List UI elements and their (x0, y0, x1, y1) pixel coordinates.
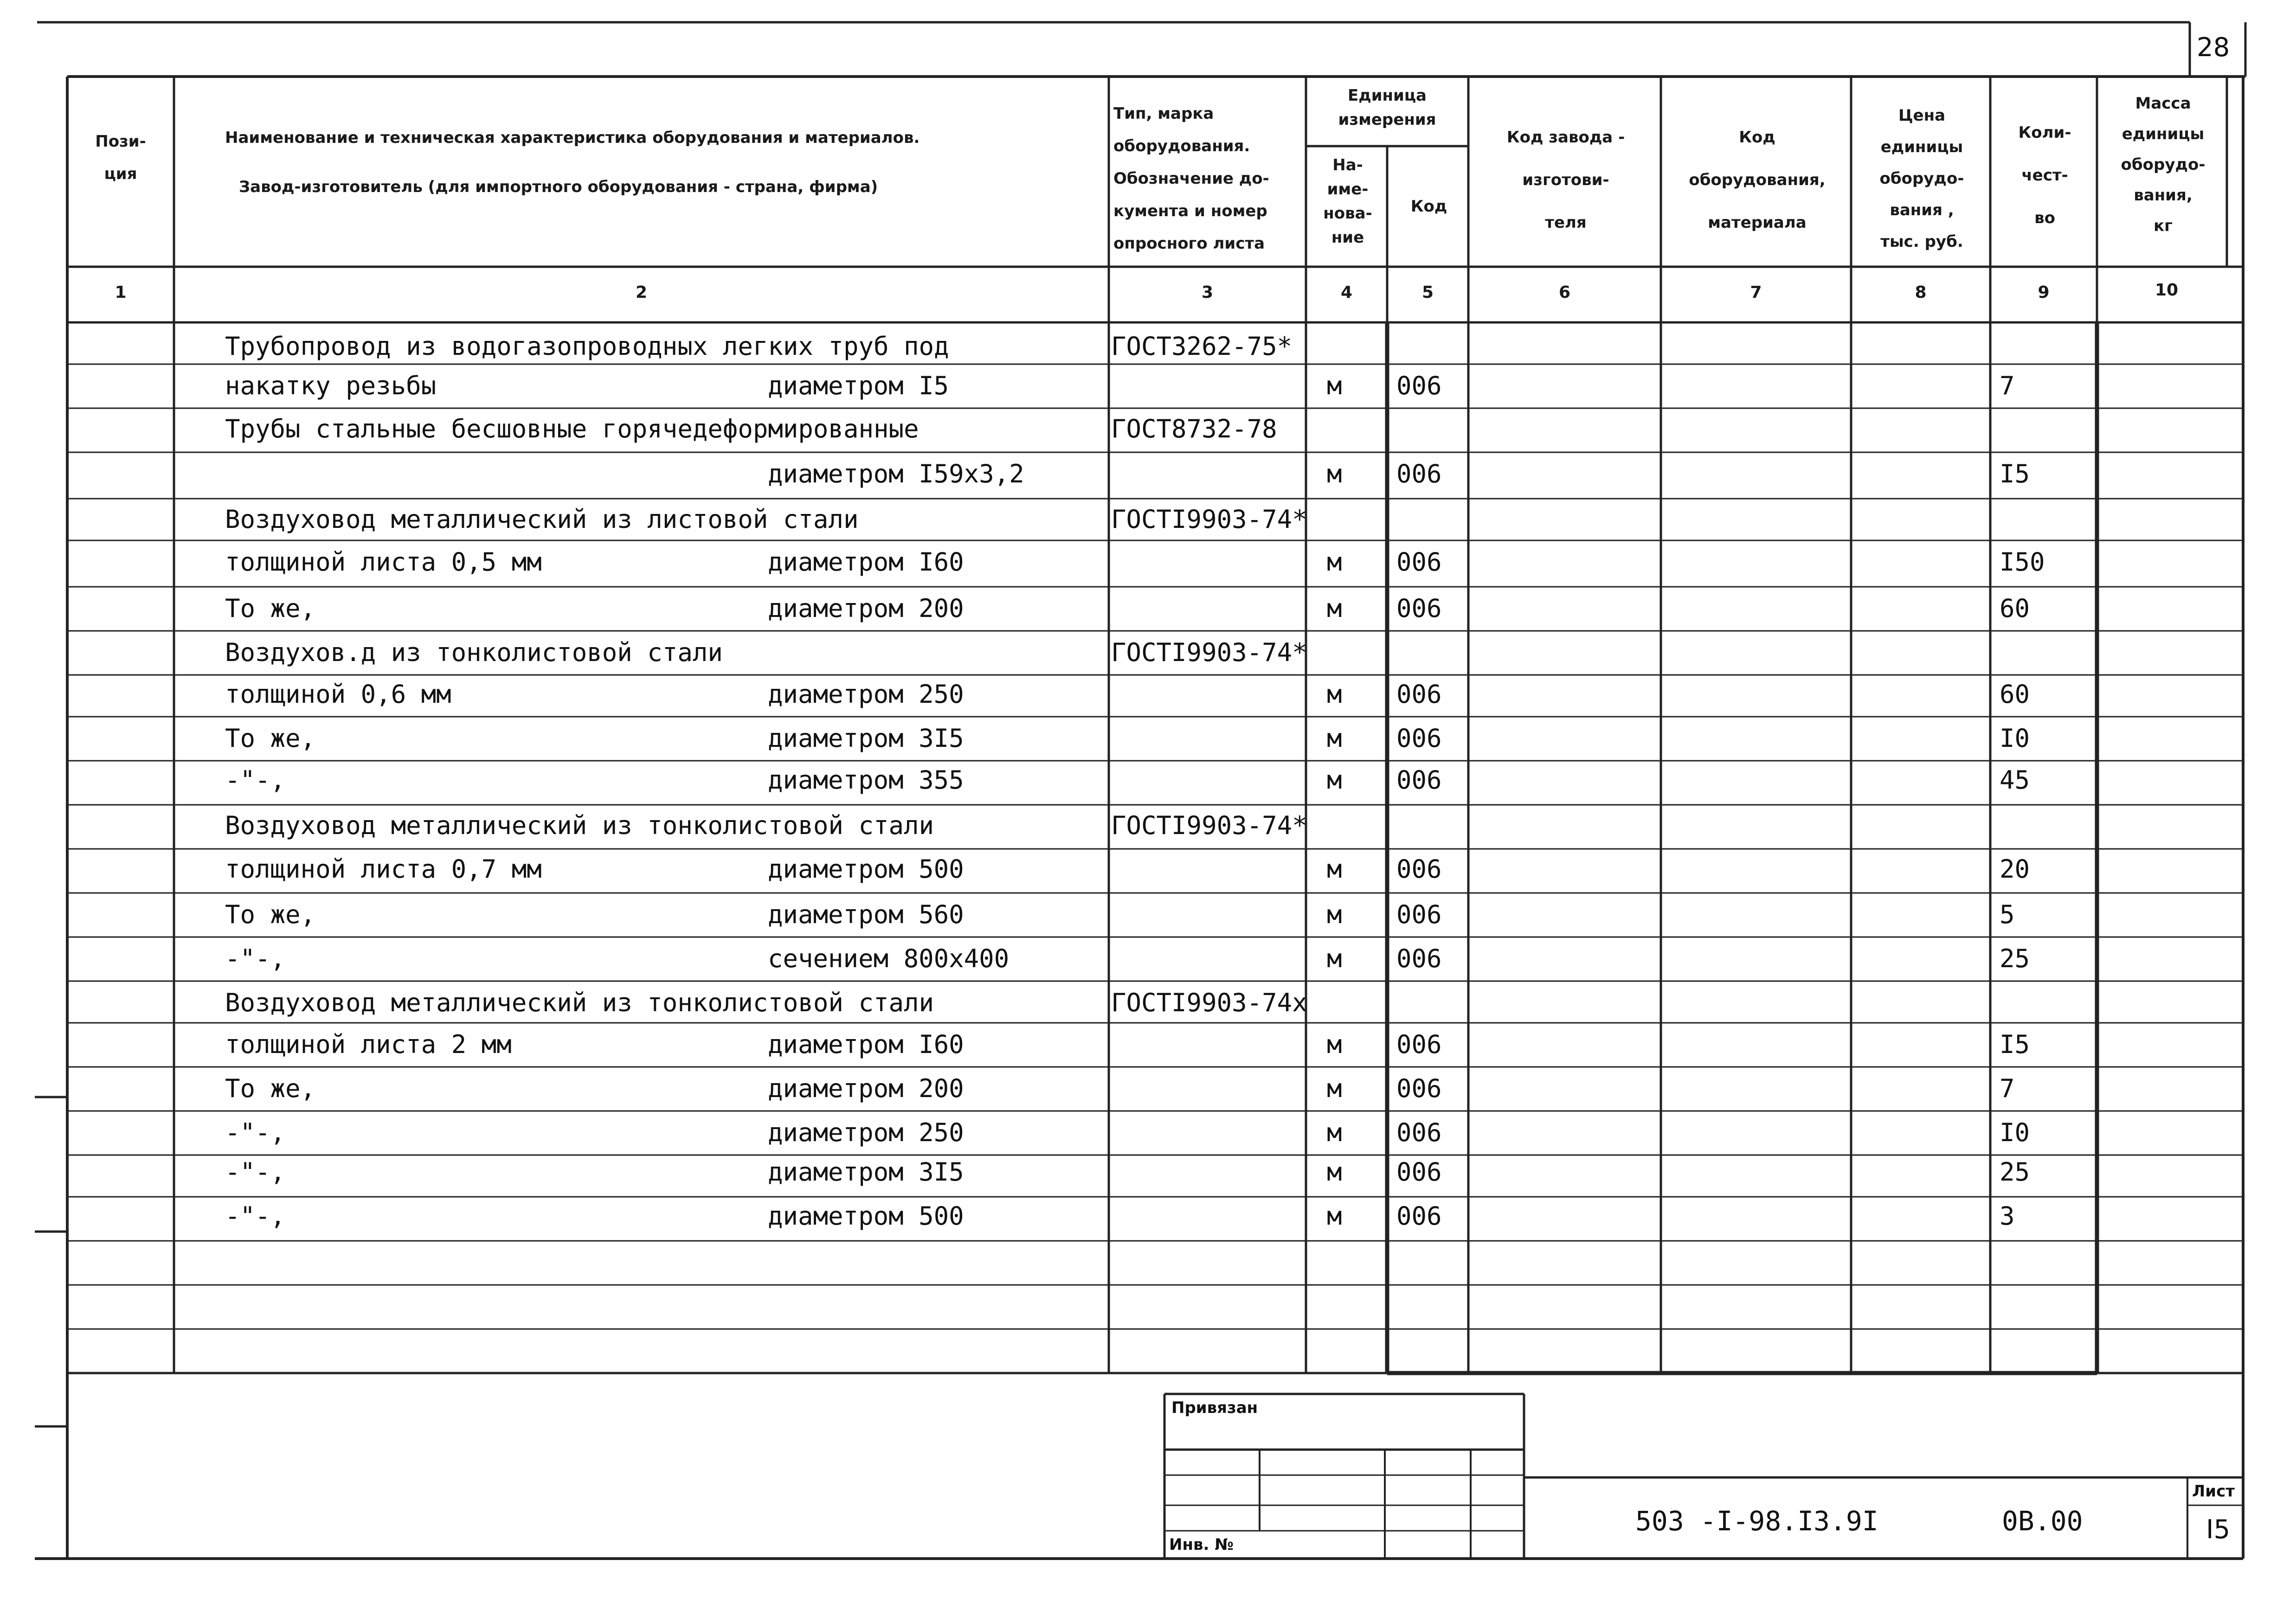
row-spec: диаметром I59x3,2 (768, 459, 1024, 488)
row-spec: диаметром I5 (768, 371, 949, 400)
row-code: 006 (1396, 944, 1442, 973)
bound-label: Привязан (1171, 1399, 1258, 1417)
row-document: ГОСТ8732-78 (1111, 414, 1277, 443)
header-unit-group: Единица измерения (1338, 86, 1436, 129)
row-unit: м (1327, 1157, 1342, 1187)
section-code: 0В.00 (2002, 1505, 2083, 1537)
row-name: То же, (225, 724, 316, 753)
row-quantity: 25 (2000, 1157, 2030, 1187)
row-unit: м (1327, 944, 1342, 973)
header-name-line1: Наименование и техническая характеристика оборудования и материалов. (225, 128, 920, 147)
row-code: 006 (1396, 459, 1442, 488)
column-number: 5 (1421, 283, 1434, 302)
row-name: -"-, (225, 944, 286, 973)
row-document: ГОСТ3262-75* (1111, 332, 1293, 361)
row-name: -"-, (225, 765, 286, 795)
row-name: Воздуховод металлический из листовой стали (225, 505, 859, 534)
row-name: толщиной листа 0,5 мм (225, 547, 542, 577)
row-quantity: I5 (2000, 1030, 2030, 1059)
row-spec: диаметром 500 (768, 854, 964, 884)
row-unit: м (1327, 724, 1342, 753)
header-mass: Масса единицы оборудо- вания, кг (2121, 94, 2206, 235)
row-quantity: 3 (2000, 1201, 2015, 1231)
row-spec: диаметром 250 (768, 1118, 964, 1147)
row-quantity: 7 (2000, 371, 2015, 400)
document-code: 503 -I-98.I3.9I (1635, 1505, 1878, 1537)
column-number: 10 (2155, 281, 2179, 300)
row-spec: диаметром 355 (768, 765, 964, 795)
row-unit: м (1327, 1030, 1342, 1059)
row-code: 006 (1396, 1201, 1442, 1231)
row-unit: м (1327, 371, 1342, 400)
row-quantity: 5 (2000, 900, 2015, 929)
header-type-doc: Тип, марка оборудования. Обозначение до- кумента и номер опросного листа (1113, 104, 1269, 253)
row-quantity: 20 (2000, 854, 2030, 884)
row-name: Воздухов.д из тонколистовой стали (225, 638, 723, 667)
column-number: 4 (1340, 283, 1353, 302)
header-unit-code: Код (1410, 197, 1447, 216)
row-spec: диаметром 200 (768, 1074, 964, 1103)
row-name: Воздуховод металлический из тонколистовой стали (225, 811, 934, 840)
row-code: 006 (1396, 680, 1442, 709)
row-name: толщиной 0,6 мм (225, 680, 451, 709)
column-number: 2 (635, 283, 648, 302)
row-name: толщиной листа 2 мм (225, 1030, 512, 1059)
row-unit: м (1327, 854, 1342, 884)
header-factory-code: Код завода - изготови- теля (1506, 128, 1625, 232)
row-spec: диаметром 3I5 (768, 724, 964, 753)
header-price: Цена единицы оборудо- вания , тыс. руб. (1879, 106, 1964, 251)
header-unit-name: На- име- нова- ние (1323, 156, 1372, 247)
row-code: 006 (1396, 1074, 1442, 1103)
column-number: 8 (1915, 283, 1927, 302)
sheet-label: Лист (2192, 1482, 2235, 1501)
row-quantity: 60 (2000, 680, 2030, 709)
row-spec: диаметром I60 (768, 547, 964, 577)
row-spec: диаметром 250 (768, 680, 964, 709)
row-quantity: 25 (2000, 944, 2030, 973)
page-number: 28 (2197, 32, 2230, 63)
row-unit: м (1327, 680, 1342, 709)
row-code: 006 (1396, 1030, 1442, 1059)
row-code: 006 (1396, 724, 1442, 753)
row-quantity: 7 (2000, 1074, 2015, 1103)
row-unit: м (1327, 900, 1342, 929)
header-position: Пози- ция (95, 132, 146, 183)
column-number: 1 (115, 283, 127, 302)
row-spec: диаметром 3I5 (768, 1157, 964, 1187)
row-name: Трубопровод из водогазопроводных легких труб под (225, 332, 949, 361)
row-unit: м (1327, 459, 1342, 488)
sheet-number: I5 (2206, 1515, 2231, 1545)
column-number: 3 (1201, 283, 1214, 302)
row-code: 006 (1396, 547, 1442, 577)
row-unit: м (1327, 1118, 1342, 1147)
row-unit: м (1327, 594, 1342, 623)
row-spec: диаметром 200 (768, 594, 964, 623)
row-quantity: I50 (2000, 547, 2045, 577)
row-code: 006 (1396, 1157, 1442, 1187)
row-quantity: I0 (2000, 1118, 2030, 1147)
row-quantity: 45 (2000, 765, 2030, 795)
row-code: 006 (1396, 371, 1442, 400)
column-number: 9 (2038, 283, 2050, 302)
column-number: 7 (1750, 283, 1762, 302)
row-name: -"-, (225, 1201, 286, 1231)
row-name: То же, (225, 900, 316, 929)
row-quantity: I0 (2000, 724, 2030, 753)
row-name: толщиной листа 0,7 мм (225, 854, 542, 884)
row-document: ГОСТI9903-74* (1111, 505, 1307, 534)
row-unit: м (1327, 547, 1342, 577)
row-name: То же, (225, 1074, 316, 1103)
column-number: 6 (1558, 283, 1571, 302)
row-name: -"-, (225, 1157, 286, 1187)
row-code: 006 (1396, 594, 1442, 623)
row-unit: м (1327, 765, 1342, 795)
row-code: 006 (1396, 900, 1442, 929)
row-quantity: 60 (2000, 594, 2030, 623)
row-code: 006 (1396, 765, 1442, 795)
row-document: ГОСТI9903-74* (1111, 811, 1307, 840)
row-name: Воздуховод металлический из тонколистовой стали (225, 988, 934, 1017)
inventory-label: Инв. № (1169, 1535, 1234, 1554)
row-spec: диаметром I60 (768, 1030, 964, 1059)
header-quantity: Коли- чест- во (2018, 123, 2071, 227)
row-name: То же, (225, 594, 316, 623)
row-document: ГОСТI9903-74* (1111, 638, 1307, 667)
row-code: 006 (1396, 854, 1442, 884)
row-document: ГОСТI9903-74x (1111, 988, 1307, 1017)
row-spec: диаметром 500 (768, 1201, 964, 1231)
row-unit: м (1327, 1074, 1342, 1103)
header-equipment-code: Код оборудования, материала (1689, 128, 1826, 232)
row-spec: сечением 800x400 (768, 944, 1010, 973)
row-name: накатку резьбы (225, 371, 437, 400)
header-name-line2: Завод-изготовитель (для импортного оборудования - страна, фирма) (239, 178, 878, 196)
row-unit: м (1327, 1201, 1342, 1231)
row-code: 006 (1396, 1118, 1442, 1147)
row-name: Трубы стальные бесшовные горячедеформированные (225, 414, 919, 443)
row-spec: диаметром 560 (768, 900, 964, 929)
row-name: -"-, (225, 1118, 286, 1147)
row-quantity: I5 (2000, 459, 2030, 488)
